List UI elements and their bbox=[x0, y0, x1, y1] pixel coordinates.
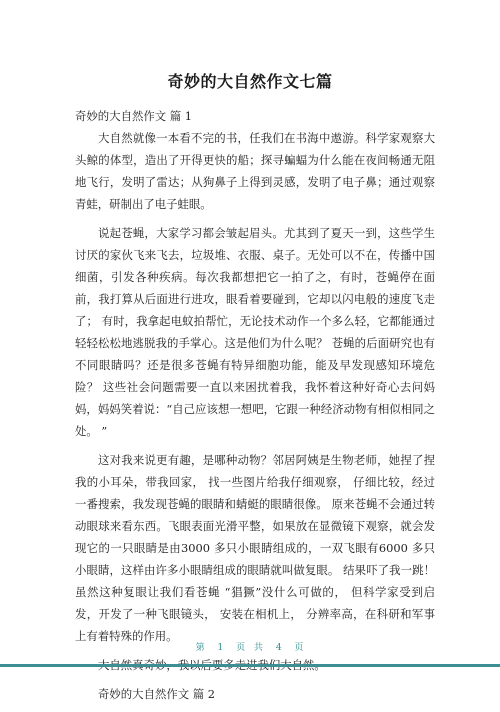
footer-rule bbox=[0, 664, 500, 667]
section-heading-2: 奇妙的大自然作文 篇 2 bbox=[98, 687, 216, 701]
document-body bbox=[75, 105, 435, 712]
paragraph: 说起苍蝇，大家学习都会皱起眉头。尤其到了夏天一到，这些学生讨厌的家伙飞来飞去，垃圾堆、衣服、桌子。无处可以不在，传播中国细菌，引发各种疾病。每次我都想把它一拍了之，有时，苍蝇停在面前，我打算从后面进行进攻，眼看着要碰到，它却以闪电般的速度飞走了； 有时，我拿起电蚊拍帮忙，无论技术动作一个多么轻，它都能通过轻轻松松地逃脱我的手掌心。这是他们为什么呢？ 苍蝇的后面研究也有不同眼睛吗？还是很多苍蝇有特异细胞功能，能及早发现感知环境危险？ 这些社会问题需要一直以来困扰着我，我怀着这种好奇心去问妈妈，妈妈笑着说：“自己应该想一想吧，它跟一种经济动物有相似相同之处。 ” bbox=[75, 226, 435, 438]
footer-middle: 页 共 bbox=[236, 643, 264, 653]
section-heading-1: 奇妙的大自然作文 篇 1 bbox=[75, 109, 193, 123]
document-title: 奇妙的大自然作文七篇 bbox=[167, 72, 333, 91]
paragraph: 大自然就像一本看不完的书，任我们在书海中遨游。科学家观察大头鲸的体型，造出了开得更快的船；探寻蝙蝠为什么能在夜间畅通无阻地飞行，发明了雷达；从狗鼻子上得到灵感，发明了电子鼻；通过观察青蛙，研制出了电子蛙眼。 bbox=[75, 131, 435, 211]
footer-page-number: 1 bbox=[217, 643, 225, 653]
paragraph: 这对我来说更有趣，是哪种动物？邻居阿姨是生物老师，她捏了捏我的小耳朵，带我回家， 找一些图片给我仔细观察， 仔细比较，经过一番搜索，我发现苍蝇的眼睛和蜻蜓的眼睛很像。 原来苍蝇不会通过转动眼球来看东西。飞眼表面光滑平整，如果放在显微镜下观察，就会发现它的一只眼睛是由3000 多只小眼睛组成的，一双飞眼有6000 多只小眼睛，这样由许多小眼睛组成的眼睛就叫做复眼。 结果吓了我一跳！虽然这种复眼让我们看苍蝇 “猖獗”没什么可做的， 但科学家受到启发，开发了一种飞眼镜头， 安装在相机上， 分辨率高，在科研和军事上有着特殊的作用。 bbox=[75, 453, 435, 643]
footer-total-pages: 4 bbox=[275, 643, 283, 653]
page-footer bbox=[0, 640, 500, 653]
footer-prefix: 第 bbox=[195, 643, 206, 653]
footer-suffix: 页 bbox=[294, 643, 305, 653]
